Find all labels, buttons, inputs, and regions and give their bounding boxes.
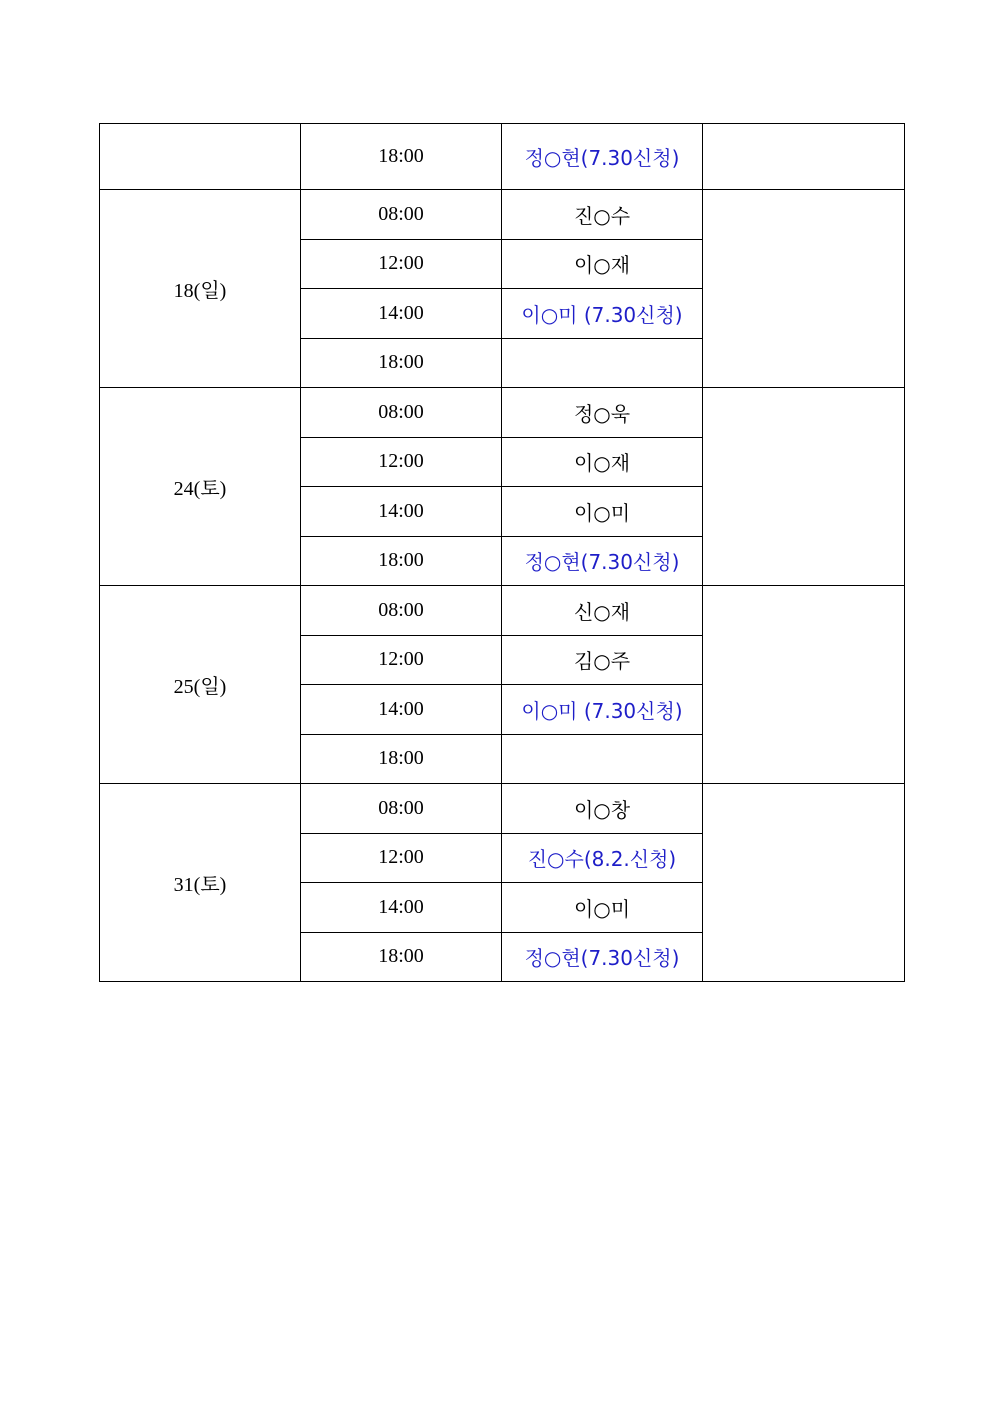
name-cell: 이○미 bbox=[502, 883, 703, 933]
name-cell: 정○현(7.30신청) bbox=[502, 536, 703, 586]
table-row bbox=[100, 388, 905, 438]
time-cell: 18:00 bbox=[301, 536, 502, 586]
name-cell bbox=[502, 734, 703, 784]
name-cell: 이○재 bbox=[502, 437, 703, 487]
name-cell: 정○현(7.30신청) bbox=[502, 124, 703, 190]
time-cell: 14:00 bbox=[301, 883, 502, 933]
date-cell: 31(토) bbox=[100, 784, 301, 982]
name-cell: 진○수 bbox=[502, 190, 703, 240]
time-cell: 12:00 bbox=[301, 635, 502, 685]
name-cell: 이○창 bbox=[502, 784, 703, 834]
name-cell: 이○미 (7.30신청) bbox=[502, 685, 703, 735]
name-cell: 정○욱 bbox=[502, 388, 703, 438]
name-cell: 정○현(7.30신청) bbox=[502, 932, 703, 982]
time-cell: 14:00 bbox=[301, 289, 502, 339]
table-row bbox=[100, 124, 905, 190]
note-cell bbox=[703, 388, 905, 586]
table-row bbox=[100, 190, 905, 240]
schedule-table bbox=[99, 123, 905, 982]
time-cell: 12:00 bbox=[301, 833, 502, 883]
date-cell: 25(일) bbox=[100, 586, 301, 784]
time-cell: 18:00 bbox=[301, 124, 502, 190]
name-cell: 이○재 bbox=[502, 239, 703, 289]
name-cell: 신○재 bbox=[502, 586, 703, 636]
date-cell: 24(토) bbox=[100, 388, 301, 586]
time-cell: 18:00 bbox=[301, 338, 502, 388]
note-cell bbox=[703, 124, 905, 190]
note-cell bbox=[703, 190, 905, 388]
name-cell: 진○수(8.2.신청) bbox=[502, 833, 703, 883]
name-cell bbox=[502, 338, 703, 388]
table-row bbox=[100, 784, 905, 834]
name-cell: 이○미 bbox=[502, 487, 703, 537]
time-cell: 08:00 bbox=[301, 190, 502, 240]
time-cell: 18:00 bbox=[301, 734, 502, 784]
schedule-body bbox=[100, 124, 905, 982]
time-cell: 14:00 bbox=[301, 487, 502, 537]
time-cell: 18:00 bbox=[301, 932, 502, 982]
time-cell: 08:00 bbox=[301, 784, 502, 834]
time-cell: 12:00 bbox=[301, 437, 502, 487]
note-cell bbox=[703, 784, 905, 982]
note-cell bbox=[703, 586, 905, 784]
table-row bbox=[100, 586, 905, 636]
name-cell: 이○미 (7.30신청) bbox=[502, 289, 703, 339]
time-cell: 08:00 bbox=[301, 586, 502, 636]
name-cell: 김○주 bbox=[502, 635, 703, 685]
time-cell: 08:00 bbox=[301, 388, 502, 438]
time-cell: 12:00 bbox=[301, 239, 502, 289]
time-cell: 14:00 bbox=[301, 685, 502, 735]
date-cell bbox=[100, 124, 301, 190]
date-cell: 18(일) bbox=[100, 190, 301, 388]
